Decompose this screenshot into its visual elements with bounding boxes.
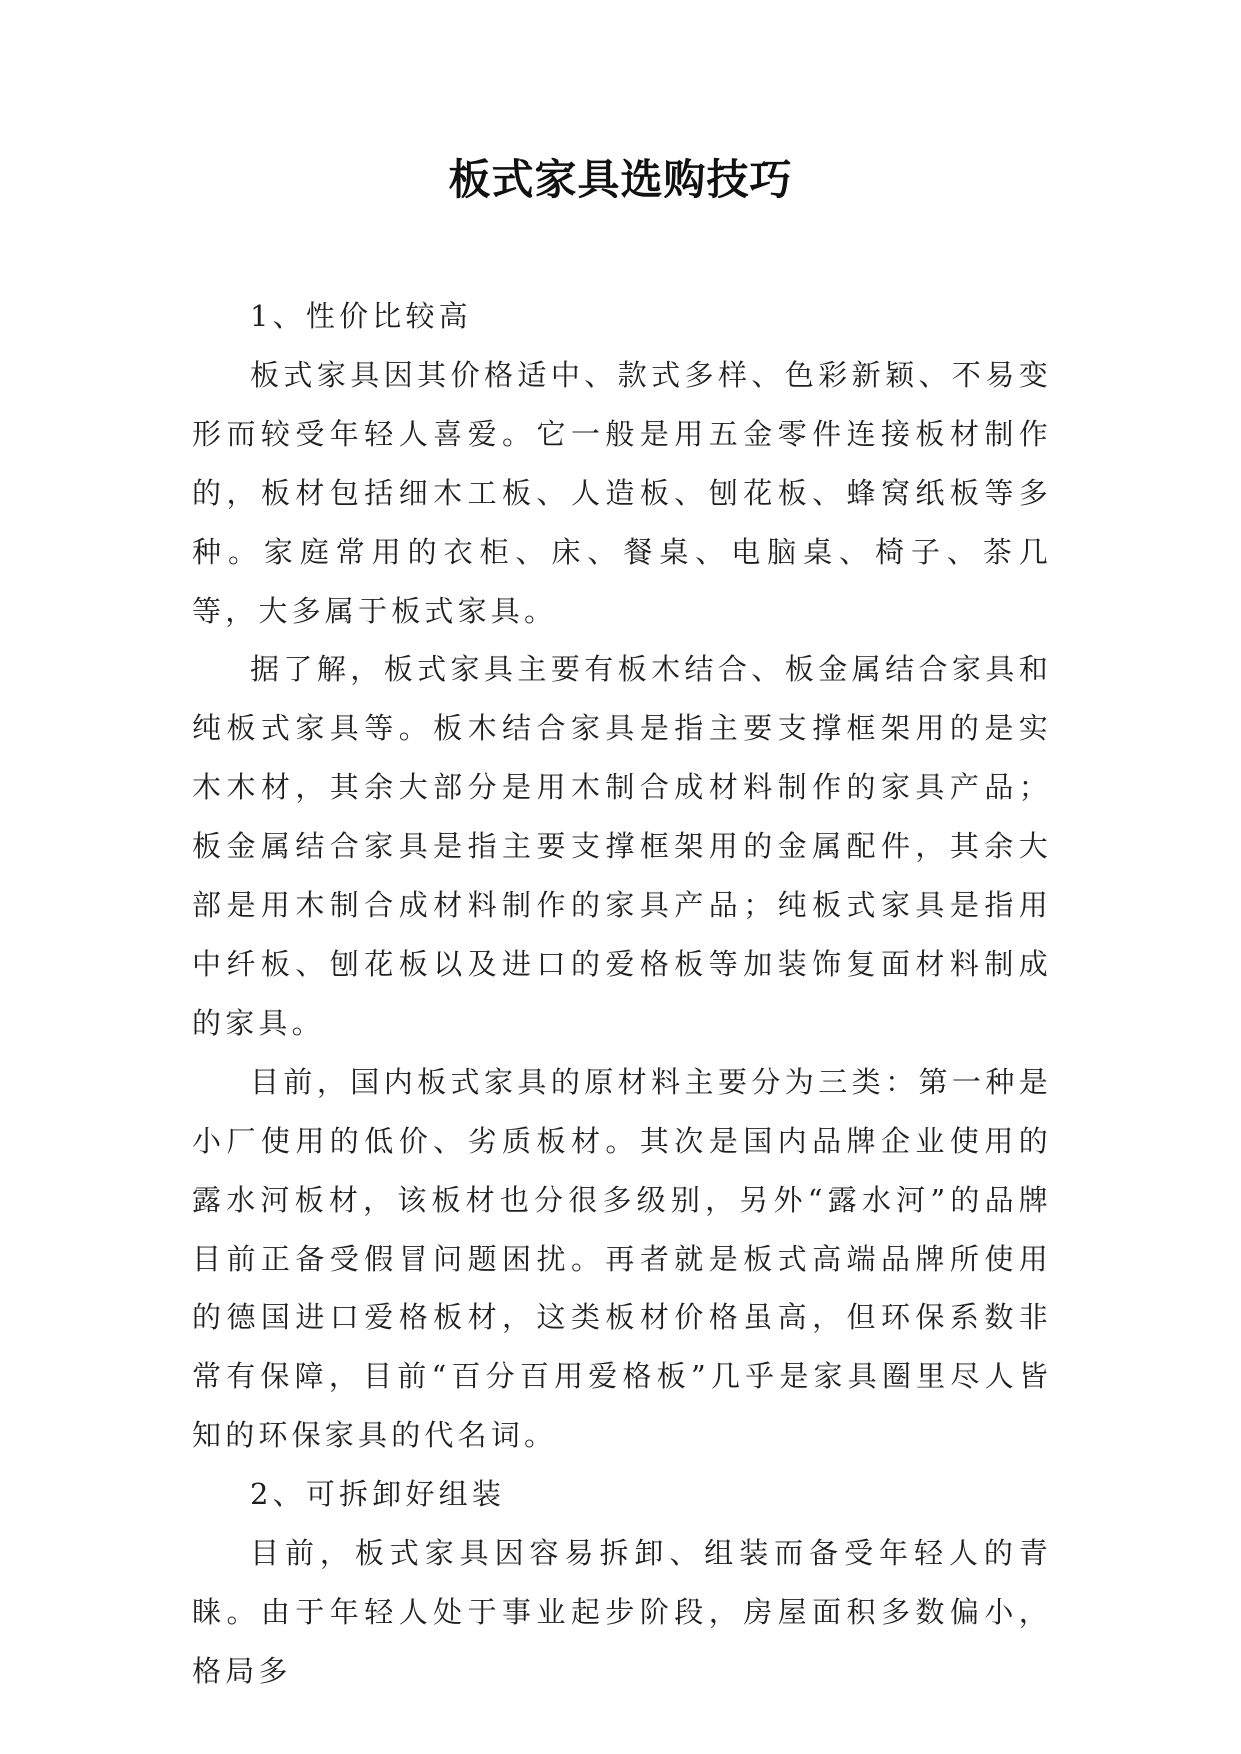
section-heading-2: 2、可拆卸好组装	[250, 1477, 506, 1512]
paragraph: 据了解，板式家具主要有板木结合、板金属结合家具和纯板式家具等。板木结合家具是指主要支撑框架用的是实木木材，其余大部分是用木制合成材料制作的家具产品；板金属结合家具是指主要支撑框架用的金属配件，其余大部是用木制合成材料制作的家具产品；纯板式家具是指用中纤板、刨花板以及进口的爱格板等加装饰复面材料制成的家具。	[192, 652, 1052, 1040]
paragraph: 板式家具因其价格适中、款式多样、色彩新颖、不易变形而较受年轻人喜爱。它一般是用五金零件连接板材制作的，板材包括细木工板、人造板、刨花板、蜂窝纸板等多种。家庭常用的衣柜、床、餐桌、电脑桌、椅子、茶几等，大多属于板式家具。	[192, 357, 1052, 628]
paragraph: 目前，国内板式家具的原材料主要分为三类：第一种是小厂使用的低价、劣质板材。其次是国内品牌企业使用的露水河板材，该板材也分很多级别，另外“露水河”的品牌目前正备受假冒问题困扰。再者就是板式高端品牌所使用的德国进口爱格板材，这类板材价格虽高，但环保系数非常有保障，目前“百分百用爱格板”几乎是家具圈里尽人皆知的环保家具的代名词。	[192, 1064, 1052, 1453]
document-body	[192, 287, 1052, 1701]
paragraph: 目前，板式家具因容易拆卸、组装而备受年轻人的青睐。由于年轻人处于事业起步阶段，房屋面积多数偏小，格局多	[192, 1536, 1052, 1688]
section-heading-1: 1、性价比较高	[250, 299, 472, 333]
document-title: 板式家具选购技巧	[448, 155, 793, 204]
